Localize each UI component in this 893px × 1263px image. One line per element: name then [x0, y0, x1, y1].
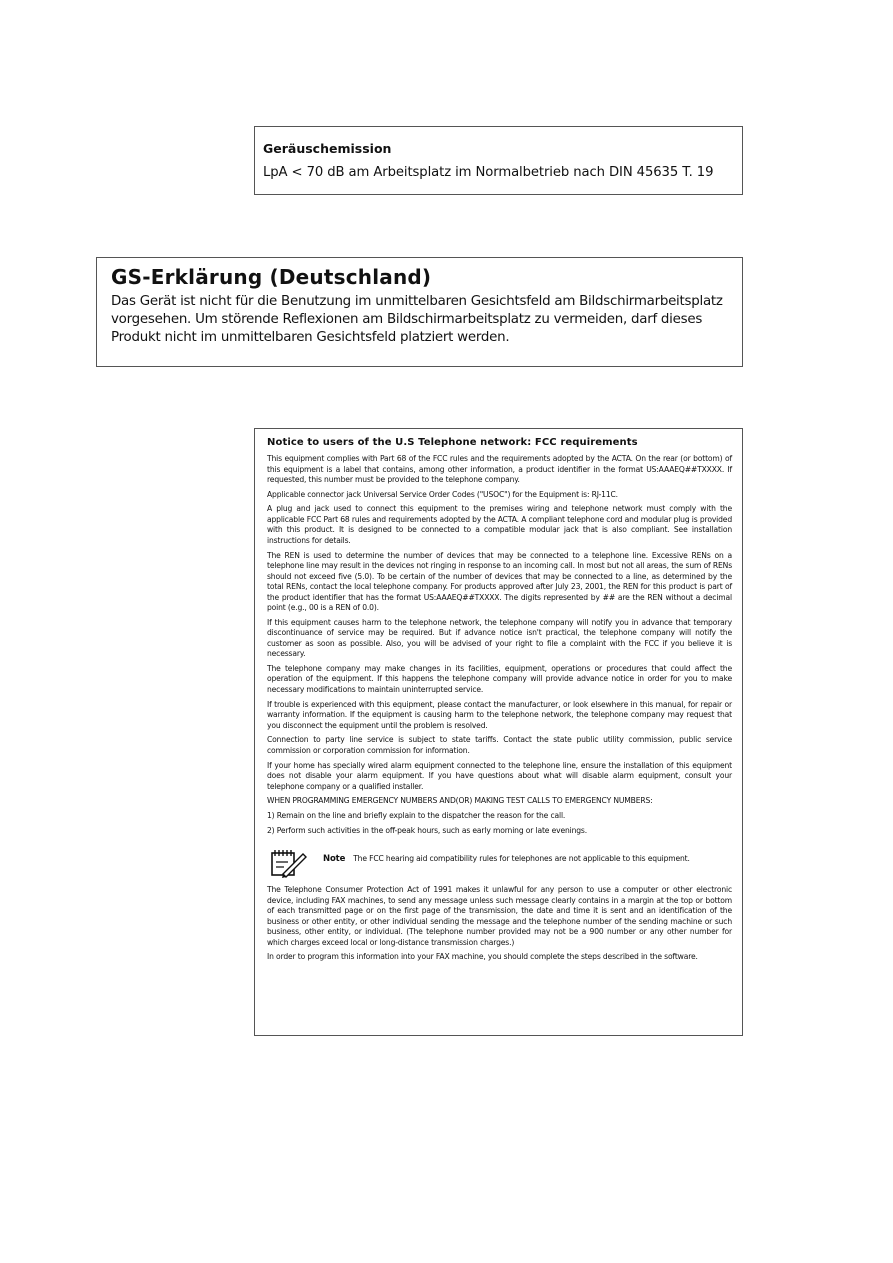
fcc-paragraph: Connection to party line service is subject to state tariffs. Contact the state public utility commission, public service commission or corporation commission for information. [267, 735, 732, 755]
gs-declaration-text: Das Gerät ist nicht für die Benutzung im unmittelbaren Gesichtsfeld am Bildschirmarbeitsplatz vorgesehen. Um störende Reflexionen am Bildschirmarbeitsplatz zu vermeiden, darf dieses Produkt nicht im unmittelbaren Gesichtsfeld platziert werden. [111, 294, 723, 345]
fcc-paragraph: In order to program this information into your FAX machine, you should complete the steps described in the software. [267, 952, 698, 962]
gs-declaration-title: GS-Erklärung (Deutschland) [111, 265, 432, 289]
fcc-paragraph: A plug and jack used to connect this equipment to the premises wiring and telephone network must comply with the applicable FCC Part 68 rules and requirements adopted by the ACTA. A compliant telephone cord and modular plug is provided with this product. It is designed to be connected to a compatible modular jack that is also compliant. See installation instructions for details. [267, 504, 732, 545]
noise-emission-text: LpA < 70 dB am Arbeitsplatz im Normalbetrieb nach DIN 45635 T. 19 [263, 165, 714, 180]
noise-emission-box [254, 126, 743, 195]
fcc-paragraph: 1) Remain on the line and briefly explain to the dispatcher the reason for the call. [267, 810, 566, 820]
fcc-paragraph: The telephone company may make changes in its facilities, equipment, operations or procedures that could affect the operation of the equipment. If this happens the telephone company will provide advance notice in order for you to make necessary modifications to maintain uninterrupted service. [267, 663, 732, 694]
fcc-notice-box [254, 428, 743, 1036]
fcc-notice-title: Notice to users of the U.S Telephone network: FCC requirements [267, 437, 638, 448]
fcc-paragraph: If this equipment causes harm to the telephone network, the telephone company will notify you in advance that temporary discontinuance of service may be required. But if advance notice isn't practical, the telephone company will notify the customer as soon as possible. Also, you will be advised of your right to file a complaint with the FCC if you believe it is necessary. [267, 617, 732, 659]
note-text: The FCC hearing aid compatibility rules for telephones are not applicable to this equipment. [353, 854, 690, 864]
note-label: Note [323, 854, 346, 865]
note-block [267, 848, 732, 878]
fcc-paragraph: Applicable connector jack Universal Service Order Codes ("USOC") for the Equipment is: RJ-11C. [267, 489, 618, 499]
fcc-paragraph: If your home has specially wired alarm equipment connected to the telephone line, ensure the installation of this equipment does not disable your alarm equipment. If you have questions about what will disable alarm equipment, consult your telephone company or a qualified installer. [267, 760, 732, 791]
noise-emission-title: Geräuschemission [263, 141, 392, 156]
fcc-paragraph: 2) Perform such activities in the off-peak hours, such as early morning or late evenings. [267, 825, 587, 835]
fcc-paragraph: This equipment complies with Part 68 of the FCC rules and the requirements adopted by the ACTA. On the rear (or bottom) of this equipment is a label that contains, among other information, a product identifier in the format US:AAAEQ##TXXXX. If requested, this number must be provided to the telephone company. [267, 454, 732, 484]
note-pad-icon [269, 848, 309, 878]
fcc-paragraph: The Telephone Consumer Protection Act of 1991 makes it unlawful for any person to use a computer or other electronic device, including FAX machines, to send any message unless such message clearly contains in a margin at the top or bottom of each transmitted page or on the first page of the transmission, the date and time it is sent and an identification of the business or other entity, or other individual sending the message and the telephone number of the sending machine or such business, other entity, or individual. (The telephone number provided may not be a 900 number or any other number for which charges exceed local or long-distance transmission charges.) [267, 885, 732, 947]
fcc-paragraph: WHEN PROGRAMMING EMERGENCY NUMBERS AND(OR) MAKING TEST CALLS TO EMERGENCY NUMBERS: [267, 796, 653, 806]
fcc-paragraph: The REN is used to determine the number of devices that may be connected to a telephone line. Excessive RENs on a telephone line may result in the devices not ringing in response to an incoming call. In most but not all areas, the sum of RENs should not exceed five (5.0). To be certain of the number of devices that may be connected to a line, as determined by the total RENs, contact the local telephone company. For products approved after July 23, 2001, the REN for this product is part of the product identifier that has the format US:AAAEQ##TXXXX. The digits represented by ## are the REN without a decimal point (e.g., 00 is a REN of 0.0). [267, 550, 732, 613]
gs-declaration-box [96, 257, 743, 367]
fcc-paragraph: If trouble is experienced with this equipment, please contact the manufacturer, or look elsewhere in this manual, for repair or warranty information. If the equipment is causing harm to the telephone network, the telephone company may request that you disconnect the equipment until the problem is resolved. [267, 699, 732, 730]
note-text-block [323, 854, 690, 865]
